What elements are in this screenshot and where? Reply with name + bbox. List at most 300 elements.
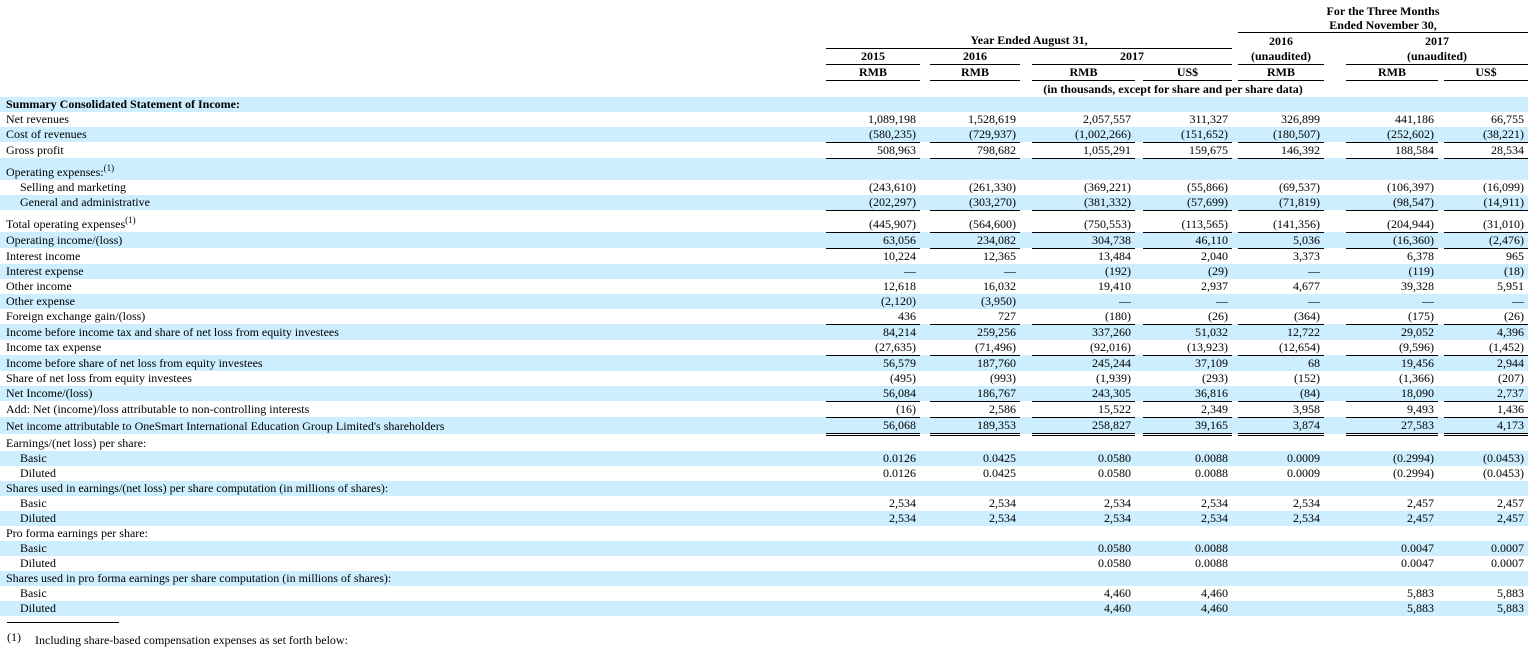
cell-value — [1143, 526, 1232, 541]
cell-value — [1346, 481, 1438, 496]
gap — [920, 571, 930, 586]
cell-value: 51,032 — [1195, 324, 1228, 339]
cell-value: (204,944) — [1346, 210, 1438, 232]
row-label: Foreign exchange gain/(loss) — [6, 309, 146, 323]
gap — [1020, 195, 1032, 211]
gap — [1135, 340, 1143, 356]
gap — [1135, 434, 1143, 451]
gap — [1020, 511, 1032, 526]
cell-value: 56,084 — [826, 386, 920, 402]
cell-value: 2,534 — [1201, 510, 1228, 525]
gap — [1135, 481, 1143, 496]
gap — [920, 586, 930, 601]
cell-value: 0.0425 — [983, 465, 1016, 480]
cell-value: (71,819) — [1238, 195, 1324, 211]
cell-value — [1346, 97, 1438, 112]
row-label: Interest income — [6, 248, 81, 263]
cell-value: 27,583 — [1346, 417, 1438, 434]
row-label: Earnings/(net loss) per share: — [6, 435, 147, 450]
gap — [920, 48, 930, 64]
cell-value: 16,032 — [983, 278, 1016, 293]
cell-value: 18,090 — [1346, 386, 1438, 402]
table-row — [0, 195, 1528, 211]
cell-value: 36,816 — [1143, 386, 1232, 402]
cell-value — [1444, 97, 1528, 112]
cell-value — [930, 158, 1020, 180]
gap — [1020, 481, 1032, 496]
cell-value: 9,493 — [1346, 401, 1438, 417]
cell-value: 0.0088 — [1195, 450, 1228, 465]
cell-value: (26) — [1444, 309, 1528, 325]
table-row — [0, 481, 1528, 496]
gap — [1135, 64, 1143, 80]
row-label: Add: Net (income)/loss attributable to non-controlling interests — [6, 402, 310, 416]
row-label: Diluted — [20, 465, 56, 480]
cell-value — [1143, 434, 1232, 451]
cell-value: (16,099) — [1483, 179, 1525, 194]
gap — [1135, 294, 1143, 309]
gap — [1020, 541, 1032, 556]
row-label: General and administrative — [20, 195, 150, 209]
cell-value: 0.0047 — [1401, 555, 1434, 570]
cell-value: (84) — [1238, 386, 1324, 402]
gap — [1232, 48, 1238, 64]
row-label: Selling and marketing — [20, 179, 126, 194]
unaudited-label: (unaudited) — [1250, 48, 1312, 63]
cell-value — [1444, 158, 1528, 180]
cell-value — [1444, 434, 1528, 451]
gap — [818, 309, 826, 325]
gap — [1324, 481, 1346, 496]
cell-value: 0.0126 — [883, 465, 916, 480]
gap — [1135, 451, 1143, 466]
cell-value: 2,586 — [930, 401, 1020, 417]
cell-value: (192) — [1105, 263, 1131, 278]
row-label: Basic — [20, 585, 47, 600]
cell-value: (0.2994) — [1393, 450, 1434, 465]
cell-value: 19,456 — [1401, 355, 1434, 370]
cell-value — [1143, 97, 1232, 112]
table-row — [0, 232, 1528, 248]
gap — [1020, 571, 1032, 586]
gap — [818, 142, 826, 158]
cell-value: 798,682 — [930, 142, 1020, 158]
gap — [1324, 264, 1346, 279]
gap — [1135, 466, 1143, 481]
cell-value: 508,963 — [826, 142, 920, 158]
footnote-ref: (1) — [125, 215, 136, 225]
cell-value: 2,057,557 — [1083, 111, 1131, 126]
gap — [1020, 371, 1032, 386]
gap — [1324, 541, 1346, 556]
cell-value: (993) — [990, 370, 1016, 385]
gap — [818, 481, 826, 496]
cell-value: (119) — [1408, 263, 1434, 278]
gap — [1135, 601, 1143, 616]
cell-value: 2,349 — [1143, 401, 1232, 417]
col-header-2017-unaudited — [1346, 33, 1528, 65]
cell-value: 436 — [826, 309, 920, 325]
row-label: Diluted — [20, 600, 56, 615]
cell-value: 19,410 — [1098, 278, 1131, 293]
cell-value — [930, 556, 1020, 571]
cell-value: (293) — [1202, 370, 1228, 385]
cell-value: (0.0453) — [1483, 465, 1525, 480]
table-row — [0, 264, 1528, 279]
gap — [1324, 180, 1346, 195]
gap — [1020, 210, 1032, 232]
cell-value: 4,460 — [1104, 585, 1131, 600]
gap — [920, 248, 930, 264]
cell-value — [930, 586, 1020, 601]
gap — [920, 97, 930, 112]
gap — [920, 556, 930, 571]
gap — [920, 417, 930, 434]
cell-value: 6,378 — [1407, 248, 1434, 263]
cell-value — [1238, 541, 1324, 556]
gap — [1324, 248, 1346, 264]
table-row — [0, 556, 1528, 571]
gap — [1324, 401, 1346, 417]
table-row — [0, 541, 1528, 556]
gap — [1324, 232, 1346, 248]
units-note: (in thousands, except for share and per share data) — [1043, 81, 1303, 96]
gap — [1020, 279, 1032, 294]
cell-value: (2,476) — [1444, 232, 1528, 248]
cell-value — [1238, 526, 1324, 541]
cell-value — [930, 434, 1020, 451]
cell-value: 243,305 — [1032, 386, 1135, 402]
gap — [1135, 556, 1143, 571]
gap — [818, 541, 826, 556]
gap — [1324, 451, 1346, 466]
cell-value — [1032, 434, 1135, 451]
cell-value: 13,484 — [1098, 248, 1131, 263]
gap — [818, 571, 826, 586]
gap — [1135, 541, 1143, 556]
cell-value: 2,944 — [1497, 355, 1525, 370]
gap — [920, 481, 930, 496]
cell-value: 2,534 — [1104, 510, 1131, 525]
gap — [1324, 466, 1346, 481]
header-spacer — [0, 33, 818, 49]
cell-value: (12,654) — [1238, 340, 1324, 356]
cell-value: (364) — [1238, 309, 1324, 325]
cell-value: (1,366) — [1399, 370, 1434, 385]
gap — [920, 526, 930, 541]
cell-value — [826, 541, 920, 556]
gap — [920, 541, 930, 556]
cell-value: 1,055,291 — [1032, 142, 1135, 158]
row-label: Pro forma earnings per share: — [6, 525, 148, 540]
cell-value: 0.0009 — [1287, 465, 1320, 480]
gap — [818, 371, 826, 386]
cell-value: 5,883 — [1407, 585, 1434, 600]
cell-value — [826, 434, 920, 451]
cell-value: 2,534 — [1293, 510, 1320, 525]
gap — [1324, 294, 1346, 309]
cell-value: 37,109 — [1195, 355, 1228, 370]
cell-value: 46,110 — [1143, 232, 1232, 248]
gap — [1020, 48, 1032, 64]
row-label: Other income — [6, 278, 72, 293]
cell-value: (369,221) — [1084, 179, 1131, 194]
col-group-three-months — [1238, 0, 1528, 33]
gap — [818, 511, 826, 526]
cell-value — [1238, 481, 1324, 496]
cell-value: (38,221) — [1444, 127, 1528, 143]
cell-value: (14,911) — [1444, 195, 1528, 211]
currency-usd-tm2017: US$ — [1444, 64, 1528, 80]
cell-value: 1,528,619 — [968, 111, 1016, 126]
cell-value: — — [904, 263, 916, 278]
cell-value: 4,173 — [1444, 417, 1528, 434]
row-label: Diluted — [20, 555, 56, 570]
cell-value: (152) — [1294, 370, 1320, 385]
currency-rmb-tm2017: RMB — [1346, 64, 1438, 80]
gap — [1020, 386, 1032, 402]
cell-value — [826, 586, 920, 601]
cell-value — [826, 481, 920, 496]
gap — [1135, 355, 1143, 371]
cell-value: 56,068 — [826, 417, 920, 434]
cell-value: 2,534 — [1293, 495, 1320, 510]
header-spacer — [0, 64, 818, 80]
gap — [920, 355, 930, 371]
cell-value: (750,553) — [1032, 210, 1135, 232]
gap — [1135, 112, 1143, 127]
cell-value — [930, 541, 1020, 556]
cell-value — [826, 158, 920, 180]
cell-value — [1032, 158, 1135, 180]
gap — [920, 127, 930, 143]
table-row — [0, 340, 1528, 356]
table-row — [0, 309, 1528, 325]
gap — [818, 248, 826, 264]
cell-value: 2,534 — [989, 510, 1016, 525]
cell-value: (55,866) — [1187, 179, 1228, 194]
cell-value: 4,460 — [1201, 600, 1228, 615]
currency-rmb-2017: RMB — [1032, 64, 1135, 80]
cell-value: (151,652) — [1143, 127, 1232, 143]
gap — [1020, 180, 1032, 195]
cell-value: 727 — [930, 309, 1020, 325]
cell-value — [1444, 571, 1528, 586]
gap — [1135, 142, 1143, 158]
cell-value: (27,635) — [826, 340, 920, 356]
gap — [1135, 371, 1143, 386]
cell-value: 4,460 — [1201, 585, 1228, 600]
gap — [818, 496, 826, 511]
cell-value: 29,052 — [1401, 324, 1434, 339]
gap — [920, 451, 930, 466]
gap — [1324, 571, 1346, 586]
cell-value — [1032, 481, 1135, 496]
header-row-units — [0, 80, 1528, 97]
cell-value — [1346, 158, 1438, 180]
cell-value: (180,507) — [1238, 127, 1324, 143]
cell-value: (252,602) — [1346, 127, 1438, 143]
cell-value — [1143, 158, 1232, 180]
gap — [920, 232, 930, 248]
gap — [1020, 496, 1032, 511]
cell-value — [1143, 481, 1232, 496]
gap — [1135, 232, 1143, 248]
gap — [920, 264, 930, 279]
cell-value: (0.0453) — [1483, 450, 1525, 465]
table-row — [0, 180, 1528, 195]
gap — [920, 142, 930, 158]
cell-value: (71,496) — [930, 340, 1020, 356]
cell-value — [1444, 526, 1528, 541]
gap — [1020, 232, 1032, 248]
gap — [920, 112, 930, 127]
cell-value: 0.0088 — [1195, 465, 1228, 480]
gap — [920, 401, 930, 417]
cell-value: 56,579 — [883, 355, 916, 370]
gap — [818, 48, 826, 64]
gap — [818, 556, 826, 571]
gap — [1020, 601, 1032, 616]
gap — [920, 601, 930, 616]
cell-value: 3,373 — [1293, 248, 1320, 263]
header-row-currency — [0, 64, 1528, 80]
cell-value: (261,330) — [969, 179, 1016, 194]
gap — [920, 324, 930, 340]
gap — [1135, 526, 1143, 541]
table-row — [0, 371, 1528, 386]
gap — [1135, 417, 1143, 434]
gap — [1324, 142, 1346, 158]
row-label: Basic — [20, 495, 47, 510]
cell-value — [826, 556, 920, 571]
header-spacer — [0, 0, 818, 33]
gap — [1135, 324, 1143, 340]
gap — [1135, 496, 1143, 511]
gap — [1324, 526, 1346, 541]
cell-value — [1143, 571, 1232, 586]
currency-rmb-tm2016: RMB — [1238, 64, 1324, 80]
cell-value: 189,353 — [930, 417, 1020, 434]
gap — [1324, 556, 1346, 571]
row-label: Net income attributable to OneSmart International Education Group Limited's shareholders — [6, 419, 445, 433]
cell-value: 234,082 — [930, 232, 1020, 248]
cell-value: 2,534 — [1104, 495, 1131, 510]
cell-value: (26) — [1143, 309, 1232, 325]
row-label: Total operating expenses$^{(1)}$ — [6, 215, 136, 231]
gap — [818, 451, 826, 466]
cell-value: — — [1422, 293, 1434, 308]
table-row — [0, 294, 1528, 309]
cell-value: 146,392 — [1238, 142, 1324, 158]
cell-value: 326,899 — [1281, 111, 1320, 126]
cell-value — [1032, 97, 1135, 112]
gap — [920, 195, 930, 211]
gap — [920, 64, 930, 80]
cell-value: — — [1308, 263, 1320, 278]
unaudited-label: (unaudited) — [1407, 48, 1468, 63]
cell-value: 188,584 — [1346, 142, 1438, 158]
gap — [818, 97, 826, 112]
currency-rmb-2016: RMB — [930, 64, 1020, 80]
gap — [818, 264, 826, 279]
gap — [818, 434, 826, 451]
gap — [1020, 417, 1032, 434]
cell-value: (381,332) — [1032, 195, 1135, 211]
cell-value: 5,951 — [1497, 278, 1525, 293]
cell-value — [826, 97, 920, 112]
cell-value: 965 — [1506, 248, 1525, 263]
gap — [1135, 386, 1143, 402]
col-header-2016: 2016 — [930, 48, 1020, 64]
gap — [1324, 33, 1346, 65]
gap — [1020, 248, 1032, 264]
gap — [1135, 210, 1143, 232]
col-header-2015: 2015 — [826, 48, 920, 64]
table-row — [0, 127, 1528, 143]
cell-value: 28,534 — [1444, 142, 1528, 158]
gap — [920, 386, 930, 402]
three-months-line1: For the Three Months — [1326, 4, 1440, 18]
gap — [1135, 571, 1143, 586]
gap — [1020, 294, 1032, 309]
cell-value: (580,235) — [826, 127, 920, 143]
gap — [1135, 264, 1143, 279]
gap — [1135, 180, 1143, 195]
cell-value: 304,738 — [1032, 232, 1135, 248]
cell-value: (16) — [826, 401, 920, 417]
gap — [1324, 195, 1346, 211]
gap — [1324, 279, 1346, 294]
table-row — [0, 571, 1528, 586]
gap — [818, 210, 826, 232]
cell-value — [826, 601, 920, 616]
gap — [1135, 248, 1143, 264]
footnote — [7, 630, 348, 648]
gap — [818, 64, 826, 80]
cell-value — [1238, 586, 1324, 601]
gap — [818, 279, 826, 294]
cell-value: 12,365 — [983, 248, 1016, 263]
cell-value: 5,883 — [1407, 600, 1434, 615]
cell-value: (3,950) — [981, 293, 1016, 308]
row-label: Gross profit — [6, 143, 64, 157]
gap — [1020, 112, 1032, 127]
cell-value: 337,260 — [1092, 324, 1131, 339]
gap — [920, 371, 930, 386]
cell-value: 3,958 — [1238, 401, 1324, 417]
cell-value: (243,610) — [869, 179, 916, 194]
cell-value: 4,460 — [1104, 600, 1131, 615]
cell-value — [930, 97, 1020, 112]
row-label: Interest expense — [6, 263, 84, 278]
gap — [1020, 526, 1032, 541]
footnote-text: Including share-based compensation expenses as set forth below: — [35, 633, 348, 647]
cell-value: — — [1512, 293, 1525, 308]
col-header-2017: 2017 — [1032, 48, 1232, 64]
cell-value — [826, 571, 920, 586]
gap — [818, 324, 826, 340]
gap — [818, 401, 826, 417]
gap — [818, 586, 826, 601]
cell-value: 159,675 — [1143, 142, 1232, 158]
gap — [1324, 371, 1346, 386]
table-row — [0, 496, 1528, 511]
gap — [920, 309, 930, 325]
cell-value: 5,883 — [1497, 600, 1525, 615]
gap — [1135, 401, 1143, 417]
cell-value: 0.0580 — [1098, 450, 1131, 465]
